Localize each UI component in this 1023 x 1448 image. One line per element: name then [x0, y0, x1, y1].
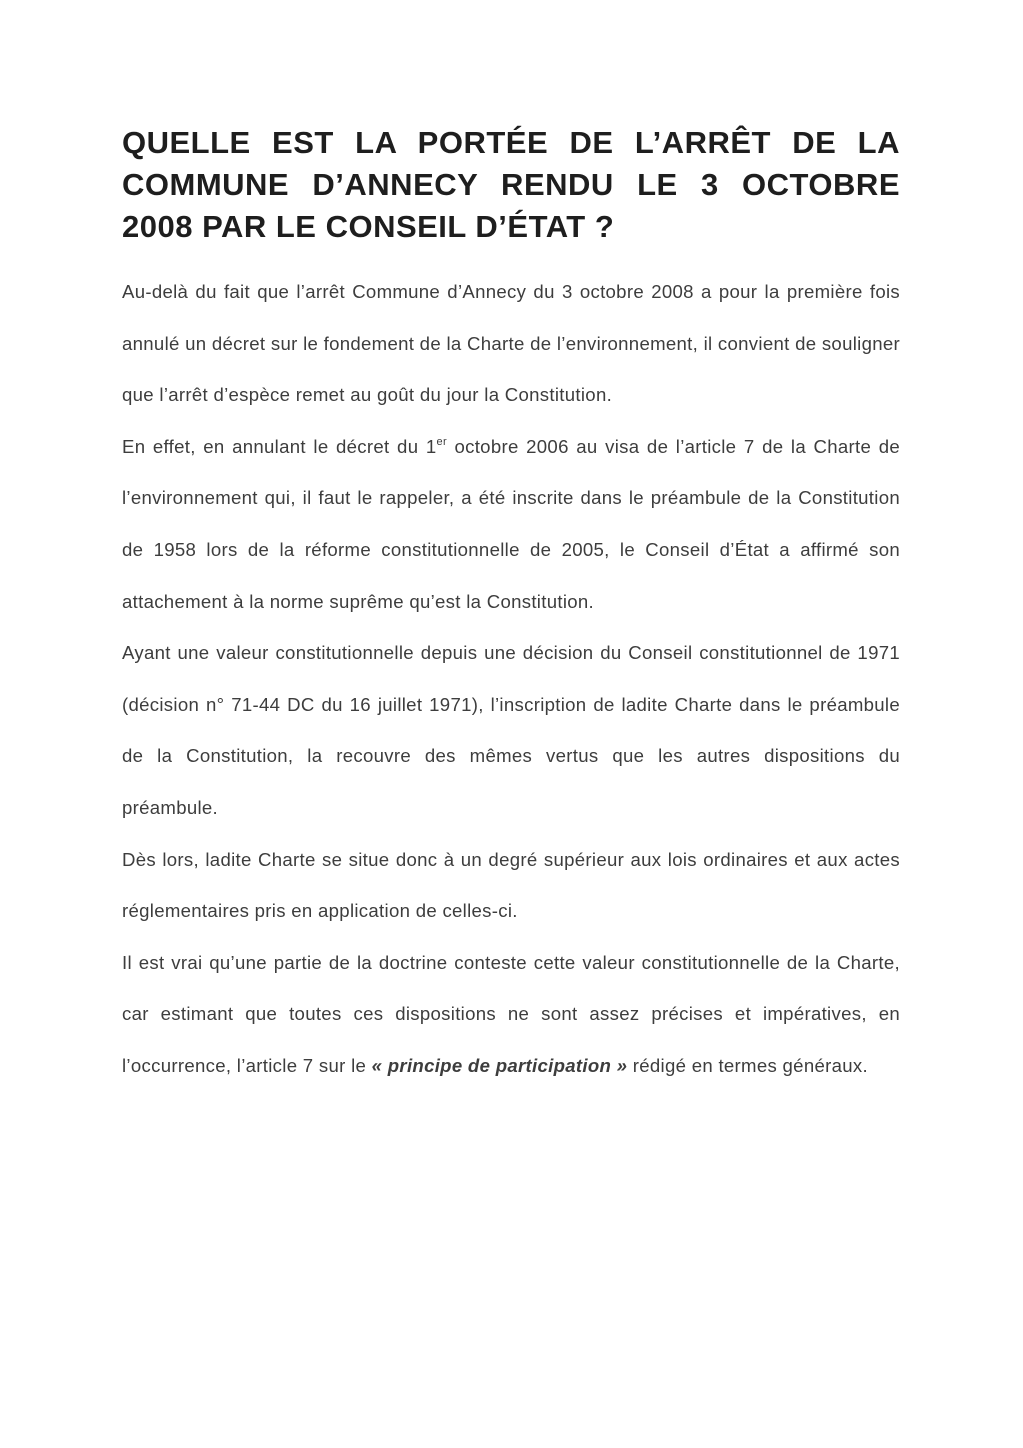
document-page	[122, 122, 900, 1092]
paragraph-2	[122, 421, 900, 627]
paragraph-4: Dès lors, ladite Charte se situe donc à un degré supérieur aux lois ordinaires et aux actes réglementaires pris en application de celles-ci.	[122, 848, 900, 922]
document-title: QUELLE EST LA PORTÉE DE L’ARRÊT DE LA COMMUNE D’ANNECY RENDU LE 3 OCTOBRE 2008 PAR LE CONSEIL D’ÉTAT ?	[122, 125, 900, 244]
paragraph-2-start: En effet, en annulant le décret du 1	[122, 435, 437, 457]
paragraph-3: Ayant une valeur constitutionnelle depuis une décision du Conseil constitutionnel de 1971 (décision n° 71-44 DC du 16 juillet 1971), l’inscription de ladite Charte dans le préambule de la Constitution, la recouvre des mêmes vertus que les autres dispositions du préambule.	[122, 642, 900, 818]
paragraph-5	[122, 937, 900, 1092]
paragraph-1: Au-delà du fait que l’arrêt Commune d’Annecy du 3 octobre 2008 a pour la première fois annulé un décret sur le fondement de la Charte de l’environnement, il convient de souligner que l’arrêt d’espèce remet au goût du jour la Constitution.	[122, 281, 900, 406]
ordinal-superscript: er	[436, 435, 447, 448]
paragraph-2-end: octobre 2006 au visa de l’article 7 de la Charte de l’environnement qui, il faut le rappeler, a été inscrite dans le préambule de la Constitution de 1958 lors de la réforme constitutionnelle de 2005, le Conseil d’État a affirmé son attachement à la norme suprême qu’est la Constitution.	[122, 435, 900, 612]
emphasized-term: « principe de participation »	[371, 1054, 628, 1076]
paragraph-5-start: Il est vrai qu’une partie de la doctrine conteste cette valeur constitutionnelle de la Charte, car estimant que toutes ces dispositions ne sont assez précises et impératives, en l’occurrence, l’article 7 sur le	[122, 951, 900, 1076]
paragraph-5-end: rédigé en termes généraux.	[627, 1054, 868, 1076]
